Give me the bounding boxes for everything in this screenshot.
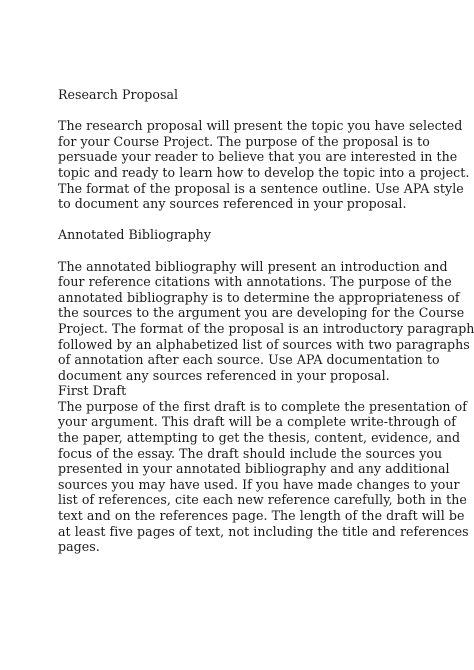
paragraph-line: of annotation after each source. Use APA documentation to bbox=[58, 352, 440, 368]
paragraph-line: The purpose of the first draft is to complete the presentation of bbox=[58, 398, 467, 414]
paragraph-line: the sources to the argument you are developing for the Course bbox=[58, 305, 465, 321]
paragraph-first-draft bbox=[58, 398, 469, 555]
section-heading-research-proposal: Research Proposal bbox=[58, 87, 179, 102]
paragraph-line: The annotated bibliography will present an introduction and bbox=[58, 258, 448, 274]
paragraph-line: four reference citations with annotations. The purpose of the bbox=[58, 274, 452, 290]
paragraph-line: the paper, attempting to get the thesis, content, evidence, and bbox=[58, 430, 461, 446]
paragraph-line: annotated bibliography is to determine the appropriateness of bbox=[58, 289, 460, 305]
paragraph-line: your argument. This draft will be a complete write-through of bbox=[58, 414, 456, 430]
paragraph-line: sources you may have used. If you have made changes to your bbox=[58, 476, 460, 492]
paragraph-annotated-bibliography bbox=[58, 258, 474, 384]
paragraph-line: The format of the proposal is a sentence outline. Use APA style bbox=[58, 180, 464, 196]
section-heading-first-draft: First Draft bbox=[58, 383, 127, 399]
spacer bbox=[58, 212, 438, 228]
document-body bbox=[58, 87, 474, 555]
paragraph-line: The research proposal will present the topic you have selected bbox=[58, 118, 463, 134]
paragraph-line: followed by an alphabetized list of sources with two paragraphs bbox=[58, 336, 470, 352]
paragraph-line: list of references, cite each new reference carefully, both in the bbox=[58, 492, 467, 508]
paragraph-line: text and on the references page. The length of the draft will be bbox=[58, 508, 465, 524]
paragraph-research-proposal bbox=[58, 118, 470, 212]
paragraph-line: pages. bbox=[58, 539, 100, 555]
paragraph-line: at least five pages of text, not including the title and references bbox=[58, 523, 469, 539]
paragraph-line: persuade your reader to believe that you are interested in the bbox=[58, 149, 458, 165]
paragraph-line: for your Course Project. The purpose of the proposal is to bbox=[58, 133, 430, 149]
paragraph-line: Project. The format of the proposal is an introductory paragraph bbox=[58, 320, 474, 336]
paragraph-line: document any sources referenced in your proposal. bbox=[58, 367, 390, 383]
section-heading-annotated-bibliography: Annotated Bibliography bbox=[58, 227, 212, 243]
paragraph-line: focus of the essay. The draft should include the sources you bbox=[58, 445, 443, 461]
paragraph-line: to document any sources referenced in your proposal. bbox=[58, 196, 407, 212]
spacer bbox=[58, 103, 438, 119]
spacer bbox=[58, 243, 438, 259]
paragraph-line: presented in your annotated bibliography and any additional bbox=[58, 461, 450, 477]
paragraph-line: topic and ready to learn how to develop the topic into a project. bbox=[58, 164, 470, 180]
